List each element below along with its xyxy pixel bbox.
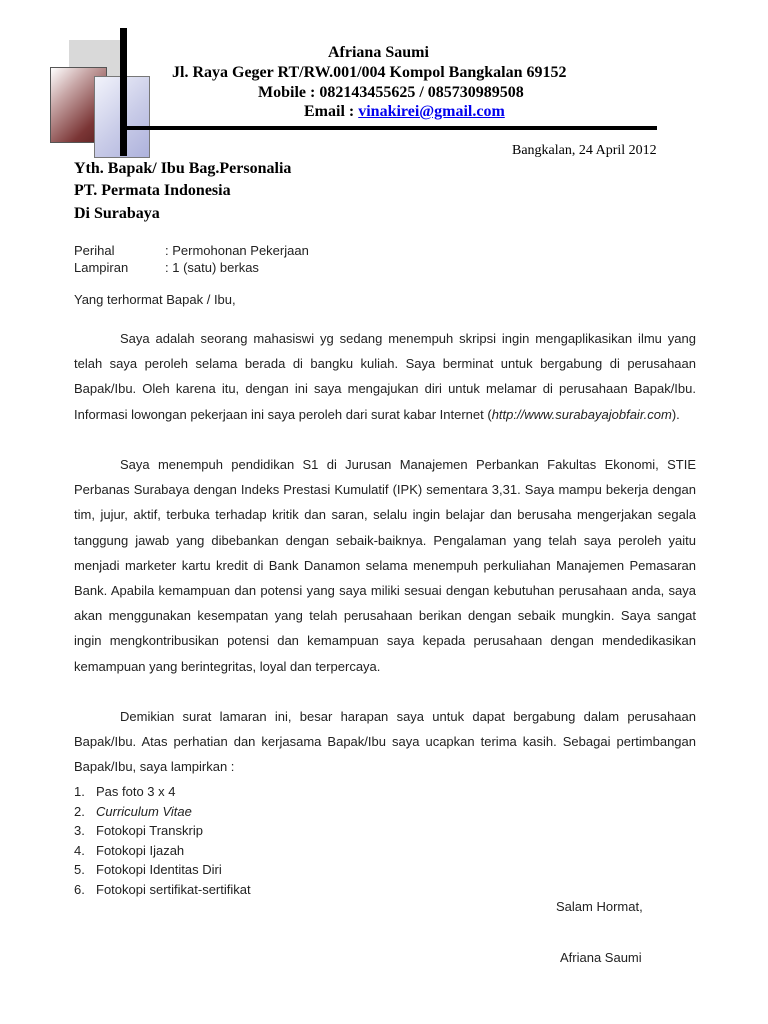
list-item (74, 782, 251, 802)
list-item (74, 802, 251, 822)
recipient-line-2: PT. Permata Indonesia (74, 182, 231, 199)
sender-name: Afriana Saumi (328, 44, 429, 61)
list-text: Fotokopi Transkrip (96, 823, 203, 838)
list-text: Fotokopi Ijazah (96, 842, 185, 858)
letterhead-divider (127, 126, 657, 130)
sender-email-line (304, 102, 505, 122)
list-number: 6. (74, 881, 85, 897)
paragraph-1-end: ). (671, 406, 680, 422)
list-number: 1. (74, 784, 85, 799)
sender-address: Jl. Raya Geger RT/RW.001/004 Kompol Bangkalan 69152 (172, 64, 567, 81)
list-item (74, 860, 251, 880)
subject-label: Perihal (74, 243, 115, 258)
list-text: Curriculum Vitae (96, 803, 192, 819)
email-label: Email : (304, 103, 359, 120)
paragraph-2-text: Saya menempuh pendidikan S1 di Jurusan Manajemen Perbankan Fakultas Ekonomi, STIE Perbanas Surabaya dengan Indeks Prestasi Kumulatif (IPK) sementara 3,31. Saya mampu bekerja dengan tim, jujur, aktif, terbuka terhadap kritik dan saran, selalu ingin belajar dan berusaha mengerjakan segala tanggung jawab yang dibebankan dengan sebaik-baiknya. Pengalaman yang telah saya peroleh yaitu menjadi marketer kartu kredit di Bank Danamon selama menempuh perkuliahan Manajemen Pemasaran Bank. Apabila kemampuan dan potensi yang saya miliki sesuai dengan kebutuhan perusahaan anda, saya akan menggunakan kesempatan yang telah perusahaan berikan dengan sebaik mungkin. Saya sangat ingin mengkontribusikan potensi dan kemampuan saya kepada perusahaan dengan mendedikasikan kemampuan yang berintegritas, loyal dan terpercaya. (74, 457, 696, 674)
list-item (74, 880, 251, 900)
closing-greeting: Salam Hormat, (556, 899, 643, 914)
paragraph-1-text: Saya adalah seorang mahasiswi yg sedang menempuh skripsi ingin mengaplikasikan ilmu yang telah saya peroleh selama berada di bangku kuliah. Saya berminat untuk bergabung di perusahaan Bapak/Ibu. Oleh karena itu, dengan ini saya mengajukan diri untuk melamar di perusahaan Bapak/Ibu. Informasi lowongan pekerjaan ini saya peroleh dari surat kabar Internet ( (74, 331, 696, 422)
sender-mobile: Mobile : 082143455625 / 085730989508 (258, 84, 524, 101)
list-number: 5. (74, 862, 85, 877)
paragraph-3-text: Demikian surat lamaran ini, besar harapan saya untuk dapat bergabung dalam perusahaan Bapak/Ibu. Atas perhatian dan kerjasama Bapak/Ibu saya ucapkan terima kasih. Sebagai pertimbangan Bapak/Ibu, saya lampirkan : (74, 709, 696, 775)
decor-vertical-bar (120, 28, 127, 156)
salutation: Yang terhormat Bapak / Ibu, (74, 292, 236, 307)
recipient-line-3: Di Surabaya (74, 205, 160, 222)
list-number: 4. (74, 842, 85, 858)
attachment-row (74, 260, 259, 275)
attachment-value: : 1 (satu) berkas (165, 260, 259, 275)
jobfair-url: http://www.surabayajobfair.com (491, 406, 672, 422)
paragraph-1 (74, 326, 696, 427)
subject-row (74, 243, 309, 258)
attachment-label: Lampiran (74, 260, 129, 275)
letter-date: Bangkalan, 24 April 2012 (512, 143, 657, 158)
paragraph-2 (74, 452, 696, 679)
list-text: Fotokopi Identitas Diri (96, 862, 222, 877)
subject-value: : Permohonan Pekerjaan (165, 243, 309, 258)
list-item (74, 821, 251, 841)
recipient-line-1: Yth. Bapak/ Ibu Bag.Personalia (74, 160, 292, 177)
signer-name: Afriana Saumi (560, 950, 642, 965)
attachment-list (74, 782, 251, 899)
paragraph-3 (74, 704, 696, 780)
list-number: 3. (74, 823, 85, 838)
list-item (74, 841, 251, 861)
email-link[interactable]: vinakirei@gmail.com (358, 103, 505, 120)
list-text: Fotokopi sertifikat-sertifikat (96, 881, 251, 897)
list-number: 2. (74, 803, 85, 819)
list-text: Pas foto 3 x 4 (96, 784, 176, 799)
